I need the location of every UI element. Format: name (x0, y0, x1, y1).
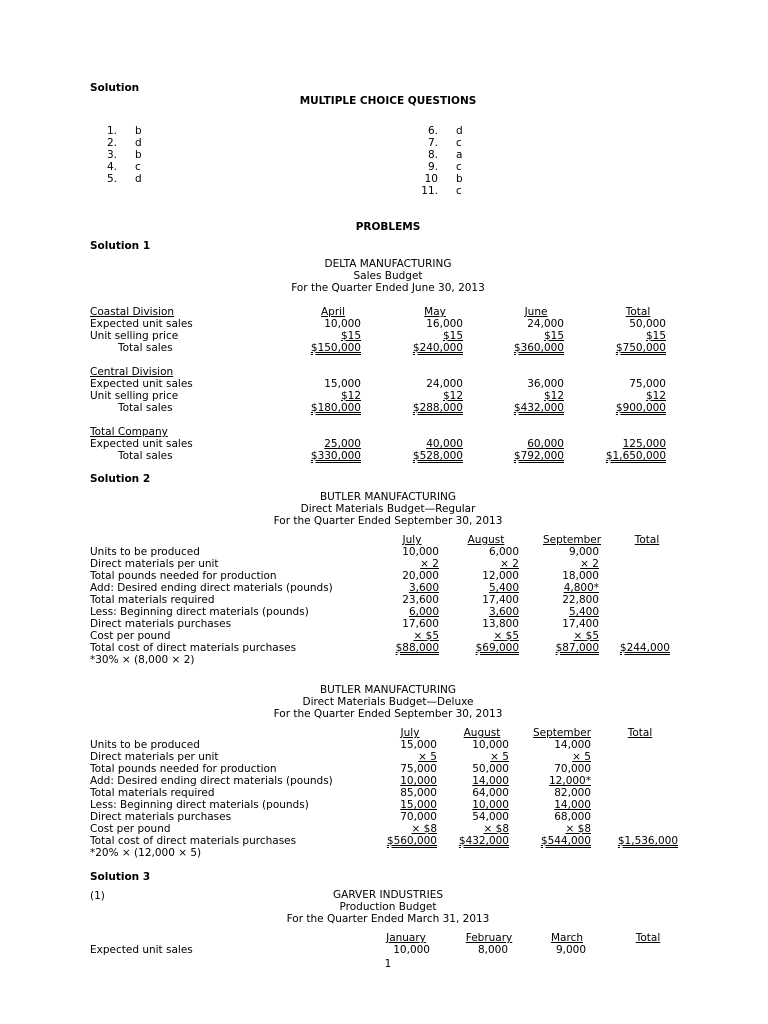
cell: $15 (442, 330, 463, 342)
s1-col-april: April (321, 306, 345, 318)
cell: 5,400 (488, 582, 519, 594)
mcq-number: 1. (106, 125, 117, 137)
cell: $15 (543, 330, 564, 342)
mcq-answer: c (456, 137, 462, 149)
cell: 14,000 (554, 799, 591, 811)
cell: $1,536,000 (617, 835, 678, 847)
cell: 4,800* (563, 582, 599, 594)
cell: $360,000 (513, 342, 564, 354)
row-label: Units to be produced (90, 546, 200, 558)
cell: 24,000 (527, 318, 564, 330)
cell: × $5 (493, 630, 519, 642)
cell: 8,000 (477, 944, 508, 956)
mcq-number: 11. (421, 185, 438, 197)
mcq-answer: b (135, 149, 142, 161)
cell: $12 (340, 390, 361, 402)
cell: 12,000* (549, 775, 591, 787)
cell: 25,000 (324, 438, 361, 450)
cell: 70,000 (554, 763, 591, 775)
cell: 125,000 (622, 438, 666, 450)
cell: $432,000 (458, 835, 509, 847)
row-label: Less: Beginning direct materials (pounds) (90, 799, 309, 811)
cell: 18,000 (562, 570, 599, 582)
s3-part-label: (1) (90, 890, 105, 902)
s1-col-june: June (524, 306, 548, 318)
s3-budget-title: Production Budget (339, 901, 437, 913)
row-label: Add: Desired ending direct materials (pounds) (90, 582, 333, 594)
page-number: 1 (384, 958, 392, 970)
cell: $180,000 (310, 402, 361, 414)
cell: 3,600 (408, 582, 439, 594)
total-company-label: Total Company (90, 426, 168, 438)
mcq-number: 8. (427, 149, 438, 161)
cell: $288,000 (412, 402, 463, 414)
cell: $330,000 (310, 450, 361, 462)
col-total: Total (627, 727, 653, 739)
s2-deluxe-budget-title: Direct Materials Budget—Deluxe (302, 696, 474, 708)
cell: 82,000 (554, 787, 591, 799)
mcq-number: 9. (427, 161, 438, 173)
mcq-number: 3. (106, 149, 117, 161)
cell: $528,000 (412, 450, 463, 462)
cell: 6,000 (488, 546, 519, 558)
row-label: Total pounds needed for production (90, 763, 277, 775)
cell: 23,600 (402, 594, 439, 606)
cell: $432,000 (513, 402, 564, 414)
cell: 12,000 (482, 570, 519, 582)
cell: 50,000 (629, 318, 666, 330)
mcq-number: 10 (424, 173, 438, 185)
mcq-title: MULTIPLE CHOICE QUESTIONS (299, 95, 477, 107)
row-label: Total cost of direct materials purchases (90, 642, 297, 654)
mcq-answer: c (456, 161, 462, 173)
cell: $240,000 (412, 342, 463, 354)
mcq-number: 7. (427, 137, 438, 149)
cell: 70,000 (400, 811, 437, 823)
coastal-division-label: Coastal Division (90, 306, 175, 318)
row-label: Cost per pound (90, 630, 171, 642)
col-september: September (542, 534, 602, 546)
cell: 68,000 (554, 811, 591, 823)
cell: × 5 (572, 751, 591, 763)
cell: 10,000 (324, 318, 361, 330)
cell: 14,000 (472, 775, 509, 787)
cell: 54,000 (472, 811, 509, 823)
cell: $69,000 (475, 642, 519, 654)
s1-col-total: Total (625, 306, 651, 318)
row-label: Expected unit sales (90, 944, 193, 956)
cell: 10,000 (393, 944, 430, 956)
cell: × $8 (411, 823, 437, 835)
cell: 13,800 (482, 618, 519, 630)
cell: 17,400 (562, 618, 599, 630)
cell: $560,000 (386, 835, 437, 847)
cell: 40,000 (426, 438, 463, 450)
s2-regular-company: BUTLER MANUFACTURING (319, 491, 457, 503)
mcq-number: 2. (106, 137, 117, 149)
row-label: Unit selling price (90, 330, 179, 342)
row-label: Cost per pound (90, 823, 171, 835)
cell: $87,000 (555, 642, 599, 654)
s2-regular-budget-title: Direct Materials Budget—Regular (300, 503, 476, 515)
cell: 85,000 (400, 787, 437, 799)
s2-deluxe-period: For the Quarter Ended September 30, 2013 (273, 708, 503, 720)
col-total: Total (634, 534, 660, 546)
cell: × $5 (573, 630, 599, 642)
row-label: Total pounds needed for production (90, 570, 277, 582)
cell: × 2 (500, 558, 519, 570)
mcq-answer: a (456, 149, 463, 161)
row-label: Units to be produced (90, 739, 200, 751)
s2-regular-note: *30% × (8,000 × 2) (90, 654, 195, 666)
row-label: Total sales (118, 342, 173, 354)
cell: $150,000 (310, 342, 361, 354)
row-label: Expected unit sales (90, 438, 193, 450)
cell: 75,000 (400, 763, 437, 775)
cell: × 5 (490, 751, 509, 763)
mcq-number: 4. (106, 161, 117, 173)
row-label: Total materials required (90, 594, 215, 606)
row-label: Total sales (118, 450, 173, 462)
cell: × $5 (413, 630, 439, 642)
s1-period: For the Quarter Ended June 30, 2013 (291, 282, 485, 294)
cell: × 2 (420, 558, 439, 570)
cell: $88,000 (395, 642, 439, 654)
cell: 24,000 (426, 378, 463, 390)
row-label: Direct materials per unit (90, 751, 219, 763)
cell: 6,000 (408, 606, 439, 618)
row-label: Total cost of direct materials purchases (90, 835, 297, 847)
mcq-answer: c (456, 185, 462, 197)
cell: 60,000 (527, 438, 564, 450)
solution-3-heading: Solution 3 (90, 871, 151, 883)
solution-1-heading: Solution 1 (90, 240, 151, 252)
cell: 16,000 (426, 318, 463, 330)
solution-2-heading: Solution 2 (90, 473, 151, 485)
cell: 3,600 (488, 606, 519, 618)
mcq-answer: d (135, 173, 142, 185)
cell: $544,000 (540, 835, 591, 847)
row-label: Direct materials purchases (90, 618, 232, 630)
mcq-answer: c (135, 161, 141, 173)
problems-title: PROBLEMS (355, 221, 421, 233)
cell: 10,000 (472, 799, 509, 811)
cell: 5,400 (568, 606, 599, 618)
row-label: Unit selling price (90, 390, 179, 402)
cell: $750,000 (615, 342, 666, 354)
cell: × $8 (483, 823, 509, 835)
row-label: Direct materials purchases (90, 811, 232, 823)
cell: 10,000 (402, 546, 439, 558)
cell: × $8 (565, 823, 591, 835)
row-label: Expected unit sales (90, 378, 193, 390)
mcq-answer: b (456, 173, 463, 185)
row-label: Total materials required (90, 787, 215, 799)
row-label: Expected unit sales (90, 318, 193, 330)
cell: $244,000 (619, 642, 670, 654)
s1-col-may: May (424, 306, 446, 318)
col-july: July (402, 534, 422, 546)
row-label: Total sales (118, 402, 173, 414)
cell: $900,000 (615, 402, 666, 414)
mcq-number: 6. (427, 125, 438, 137)
cell: 9,000 (568, 546, 599, 558)
cell: × 5 (418, 751, 437, 763)
row-label: Direct materials per unit (90, 558, 219, 570)
cell: 64,000 (472, 787, 509, 799)
cell: $12 (543, 390, 564, 402)
s1-budget-title: Sales Budget (353, 270, 423, 282)
col-august: August (463, 727, 501, 739)
solution-heading: Solution (90, 82, 140, 94)
cell: $12 (645, 390, 666, 402)
col-january: January (386, 932, 426, 944)
row-label: Less: Beginning direct materials (pounds) (90, 606, 309, 618)
central-division-label: Central Division (90, 366, 174, 378)
cell: $792,000 (513, 450, 564, 462)
cell: $15 (645, 330, 666, 342)
s3-period: For the Quarter Ended March 31, 2013 (286, 913, 490, 925)
cell: 15,000 (400, 799, 437, 811)
mcq-answer: d (456, 125, 463, 137)
cell: 15,000 (400, 739, 437, 751)
s2-deluxe-company: BUTLER MANUFACTURING (319, 684, 457, 696)
mcq-answer: b (135, 125, 142, 137)
cell: 17,600 (402, 618, 439, 630)
col-september: September (532, 727, 592, 739)
cell: 15,000 (324, 378, 361, 390)
cell: 36,000 (527, 378, 564, 390)
cell: 10,000 (400, 775, 437, 787)
s3-company: GARVER INDUSTRIES (333, 889, 443, 901)
cell: 10,000 (472, 739, 509, 751)
s2-deluxe-note: *20% × (12,000 × 5) (90, 847, 202, 859)
cell: × 2 (580, 558, 599, 570)
cell: 50,000 (472, 763, 509, 775)
cell: $1,650,000 (605, 450, 666, 462)
mcq-answer: d (135, 137, 142, 149)
col-february: February (465, 932, 513, 944)
s1-company: DELTA MANUFACTURING (324, 258, 452, 270)
cell: 75,000 (629, 378, 666, 390)
col-august: August (467, 534, 505, 546)
cell: 14,000 (554, 739, 591, 751)
s2-regular-period: For the Quarter Ended September 30, 2013 (273, 515, 503, 527)
cell: $15 (340, 330, 361, 342)
row-label: Add: Desired ending direct materials (pounds) (90, 775, 333, 787)
mcq-number: 5. (106, 173, 117, 185)
col-march: March (550, 932, 583, 944)
cell: 17,400 (482, 594, 519, 606)
cell: 20,000 (402, 570, 439, 582)
cell: 22,800 (562, 594, 599, 606)
col-total: Total (635, 932, 661, 944)
cell: $12 (442, 390, 463, 402)
cell: 9,000 (555, 944, 586, 956)
col-july: July (400, 727, 420, 739)
